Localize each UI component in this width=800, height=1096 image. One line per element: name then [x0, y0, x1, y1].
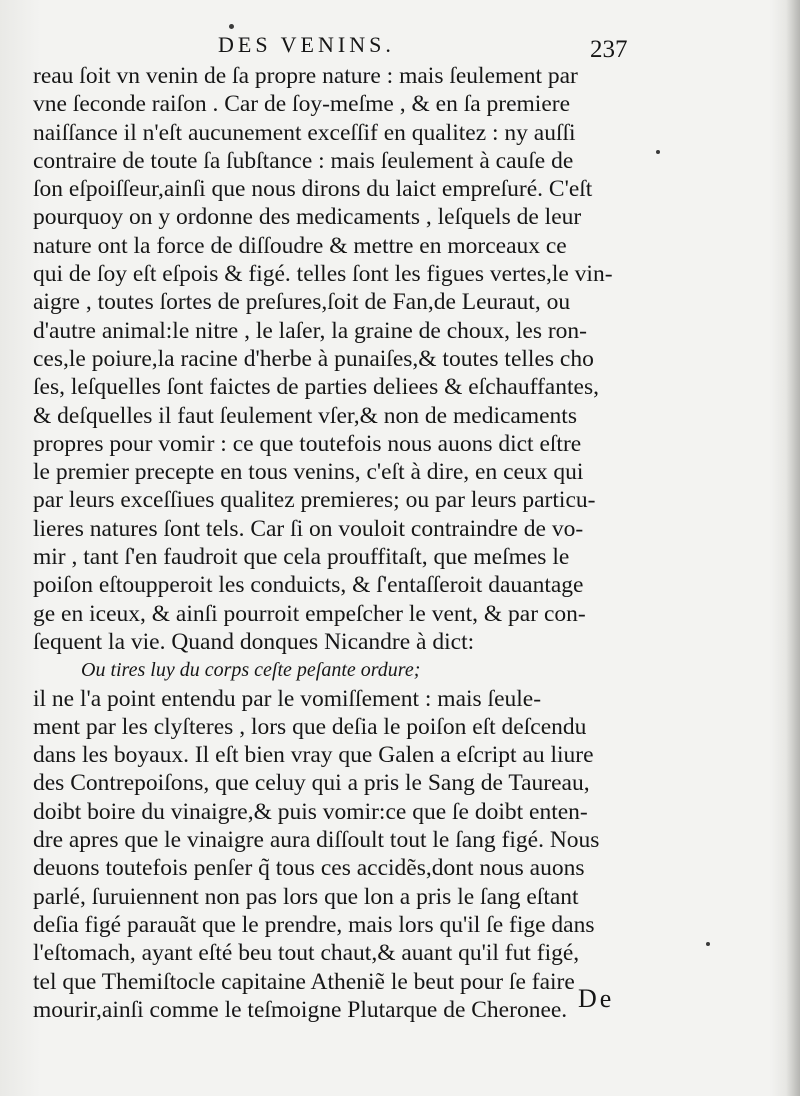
text-line: deuons toutefois penſer q̃ tous ces accidẽs,dont nous auons: [33, 855, 585, 882]
text-line: pourquoy on y ordonne des medicaments , leſquels de leur: [33, 204, 582, 231]
text-line: reau ſoit vn venin de ſa propre nature : mais ſeulement par: [33, 63, 578, 89]
text-line: par leurs exceſſiues qualitez premieres; ou par leurs particu-: [33, 487, 596, 514]
ink-speck: [656, 150, 660, 154]
page-edge-shadow: [786, 0, 800, 1096]
ink-speck: [706, 942, 710, 946]
verse-quotation: Ou tires luy du corps ceſte peſante ordure;: [81, 659, 421, 682]
page-number: 237: [590, 36, 628, 63]
text-line: ment par les clyſteres , lors que deſia le poiſon eſt deſcendu: [33, 713, 587, 740]
text-line: d'autre animal:le nitre , le laſer, la graine de choux, les ron-: [33, 317, 588, 344]
text-line: des Contrepoiſons, que celuy qui a pris le Sang de Taureau,: [33, 770, 590, 797]
text-line: doibt boire du vinaigre,& puis vomir:ce que ſe doibt enten-: [33, 798, 588, 825]
text-line: l'eſtomach, ayant eſté beu tout chaut,& auant qu'il fut figé,: [33, 940, 580, 967]
text-line: ſequent la vie. Quand donques Nicandre à dict:: [33, 628, 475, 655]
catchword: De: [578, 984, 615, 1013]
text-line: vne ſeconde raiſon . Car de ſoy-meſme , & en ſa premiere: [33, 91, 571, 118]
text-line: deſia figé parauãt que le prendre, mais lors qu'il ſe fige dans: [33, 911, 595, 938]
text-line: naiſſance il n'eſt aucunement exceſſif en qualitez : ny auſſi: [33, 119, 576, 146]
text-line: mourir,ainſi comme le teſmoigne Plutarque de Cheronee.: [33, 996, 568, 1023]
text-line: propres pour vomir : ce que toutefois nous auons dict eſtre: [33, 430, 582, 457]
text-line: & deſquelles il faut ſeulement vſer,& non de medicaments: [33, 402, 577, 429]
text-line: nature ont la force de diſſoudre & mettre en morceaux ce: [33, 232, 567, 259]
running-head: DES VENINS.: [218, 32, 395, 57]
text-line: contraire de toute ſa ſubſtance : mais ſeulement à cauſe de: [33, 147, 574, 174]
text-line: le premier precepte en tous venins, c'eſt à dire, en ceux qui: [33, 459, 584, 486]
text-line: poiſon eſtoupperoit les conduicts, & ſ'entaſſeroit dauantage: [33, 572, 584, 599]
text-line: mir , tant ſ'en faudroit que cela prouffitaſt, que meſmes le: [33, 544, 570, 571]
text-line: lieres natures ſont tels. Car ſi on vouloit contraindre de vo-: [33, 515, 584, 542]
text-line: dans les boyaux. Il eſt bien vray que Galen a eſcript au liure: [33, 742, 594, 769]
text-line: parlé, ſuruiennent non pas lors que lon a pris le ſang eſtant: [33, 883, 579, 910]
text-line: ces,le poiure,la racine d'herbe à punaiſes,& toutes telles cho: [33, 345, 594, 372]
text-line: ſon eſpoiſſeur,ainſi que nous dirons du laict empreſuré. C'eſt: [33, 176, 593, 203]
text-line: aigre , toutes ſortes de preſures,ſoit de Fan,de Leuraut, ou: [33, 289, 571, 316]
body-text: [33, 62, 629, 1024]
text-line: il ne l'a point entendu par le vomiſſement : mais ſeule-: [33, 685, 542, 712]
text-line: ſes, leſquelles ſont faictes de parties deliees & eſchauffantes,: [33, 374, 599, 401]
text-line: tel que Themiſtocle capitaine Atheniẽ le beut pour ſe faire: [33, 968, 575, 995]
text-line: ge en iceux, & ainſi pourroit empeſcher le vent, & par con-: [33, 600, 586, 627]
text-line: dre apres que le vinaigre aura diſſoult tout le ſang figé. Nous: [33, 827, 600, 854]
text-line: qui de ſoy eſt eſpois & figé. telles ſont les figues vertes,le vin-: [33, 261, 613, 288]
ink-speck: [229, 24, 234, 29]
